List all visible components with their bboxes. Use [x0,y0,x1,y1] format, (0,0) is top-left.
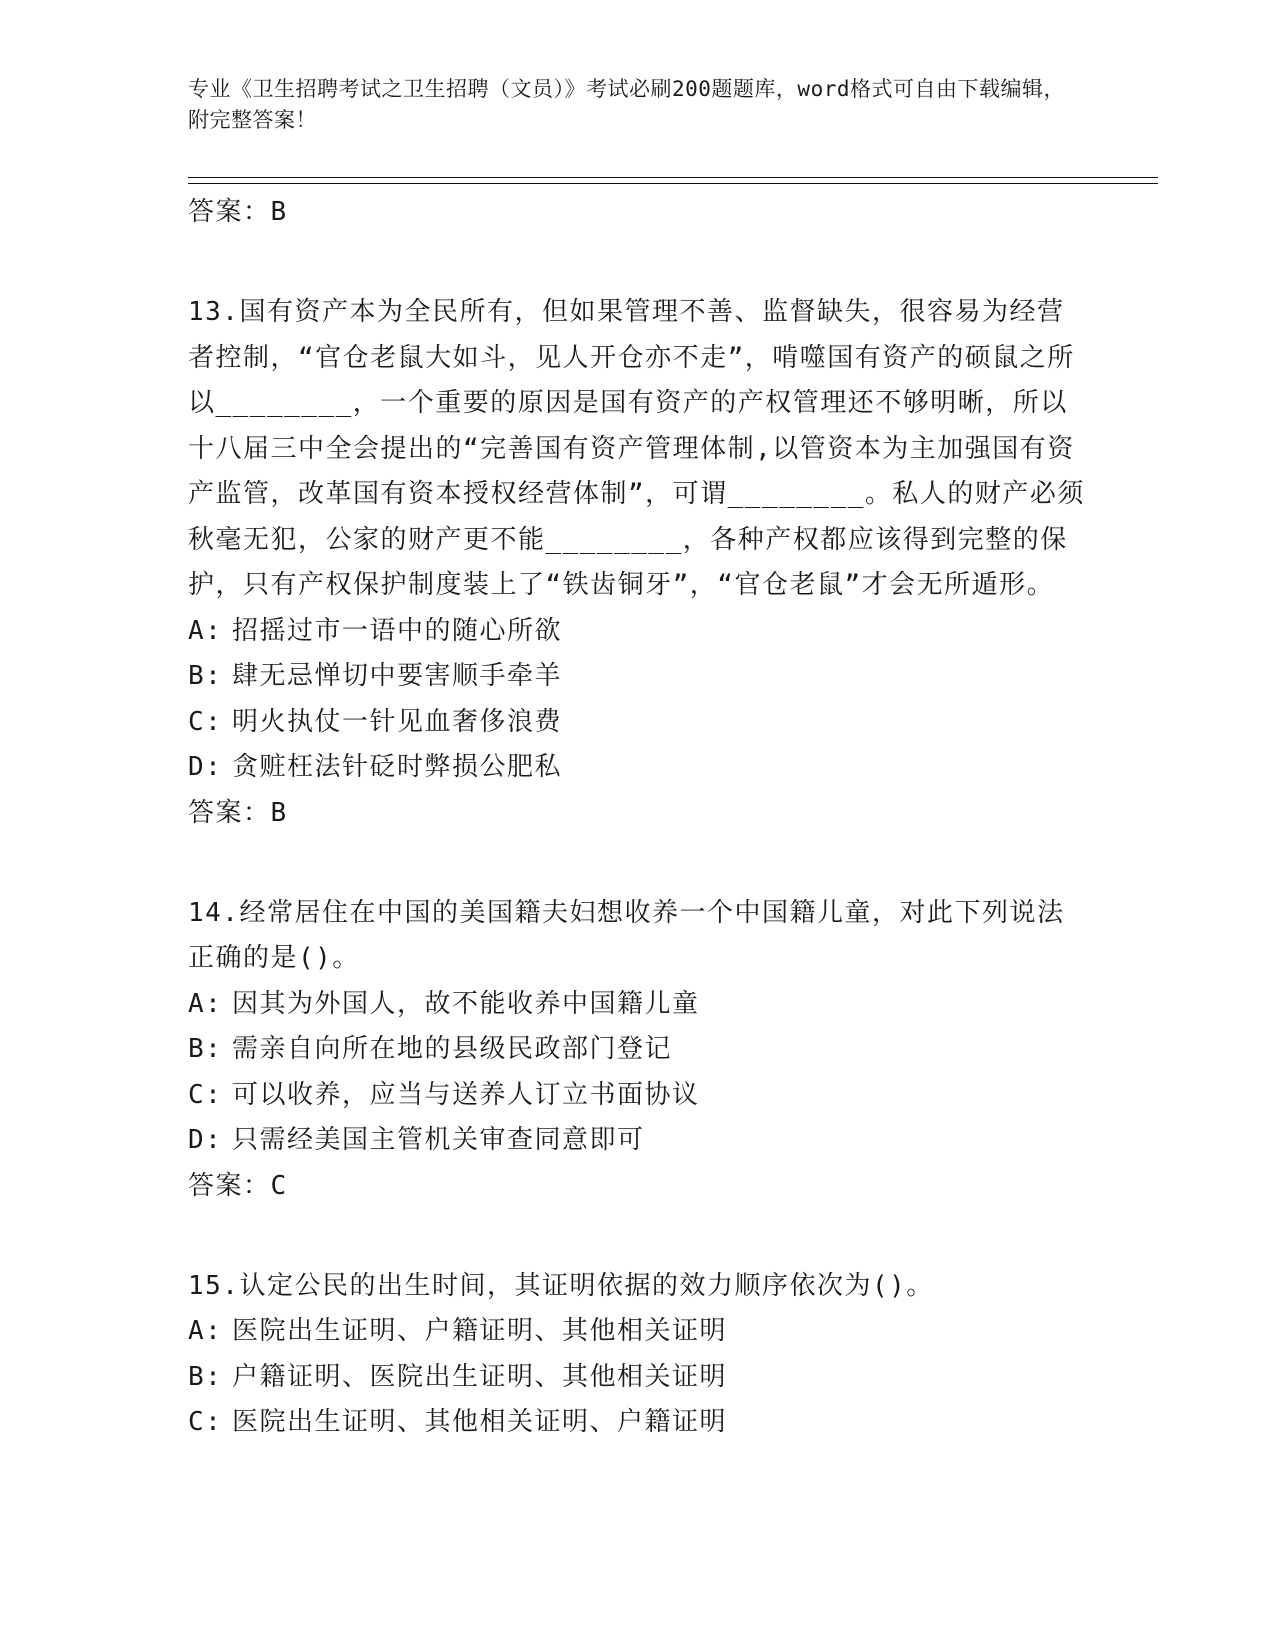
answer-line [188,1164,1088,1208]
option-letter: B: [188,1361,223,1392]
option-b [188,654,1088,700]
option-d [188,745,1088,791]
option-letter: D: [188,1125,223,1155]
option-a [188,982,1088,1028]
option-text: 医院出生证明、户籍证明、其他相关证明 [232,1316,728,1346]
option-text: 户籍证明、医院出生证明、其他相关证明 [232,1361,728,1392]
option-c [188,1400,1088,1446]
option-b [188,1027,1088,1073]
document-header: 专业《卫生招聘考试之卫生招聘（文员）》考试必刷200题题库，word格式可自由下载编辑，附完整答案！ [188,77,1065,132]
option-text: 贪赃枉法针砭时弊损公肥私 [232,752,563,782]
answer-line [188,190,1088,234]
option-letter: A: [188,988,223,1019]
option-b [188,1355,1088,1401]
option-text: 肆无忌惮切中要害顺手牵羊 [232,661,563,691]
answer-value: B [270,797,288,828]
option-d [188,1118,1088,1164]
answer-label: 答案： [188,797,271,828]
option-text: 明火执仗一针见血奢侈浪费 [232,706,563,737]
spacer [188,835,1088,891]
question-text: 15.认定公民的出生时间，其证明依据的效力顺序依次为()。 [188,1270,934,1301]
option-a [188,609,1088,655]
header-divider-top [188,177,1158,178]
option-c [188,1073,1088,1119]
header-divider-bottom [188,183,1158,184]
option-letter: B: [188,661,223,691]
answer-value: B [270,197,288,227]
option-a [188,1309,1088,1355]
question-text: 14.经常居住在中国的美国籍夫妇想收养一个中国籍儿童，对此下列说法正确的是()。 [188,897,1065,973]
option-letter: C: [188,706,223,737]
option-letter: C: [188,1407,223,1437]
question-text: 13.国有资产本为全民所有，但如果管理不善、监督缺失，很容易为经营者控制，“官仓老鼠大如斗，见人开仓亦不走”，啃噬国有资产的硕鼠之所以________，一个重要的原因是国有资产的产权管理还不够明晰，所以十八届三中全会提出的“完善国有资产管理体制,以管资本为主加强国有资产监管，改革国有资本授权经营体制”，可谓________。私人的财产必须秋毫无犯，公家的财产更不能________，各种产权都应该得到完整的保护，只有产权保护制度装上了“铁齿铜牙”，“官仓老鼠”才会无所遁形。 [188,297,1085,600]
option-letter: A: [188,615,223,646]
spacer [188,234,1088,290]
answer-value: C [270,1170,288,1201]
option-letter: C: [188,1079,223,1110]
answer-label: 答案： [188,1170,271,1201]
answer-label: 答案： [188,197,271,227]
option-text: 因其为外国人，故不能收养中国籍儿童 [232,988,700,1019]
spacer [188,1208,1088,1264]
document-content [188,190,1088,1446]
option-c [188,700,1088,746]
option-text: 需亲自向所在地的县级民政部门登记 [232,1034,673,1064]
answer-line [188,791,1088,835]
option-text: 招摇过市一语中的随心所欲 [232,615,563,646]
option-letter: B: [188,1034,223,1064]
option-text: 可以收养，应当与送养人订立书面协议 [232,1079,700,1110]
option-letter: A: [188,1316,223,1346]
option-letter: D: [188,752,223,782]
option-text: 医院出生证明、其他相关证明、户籍证明 [232,1407,728,1437]
option-text: 只需经美国主管机关审查同意即可 [232,1125,645,1155]
